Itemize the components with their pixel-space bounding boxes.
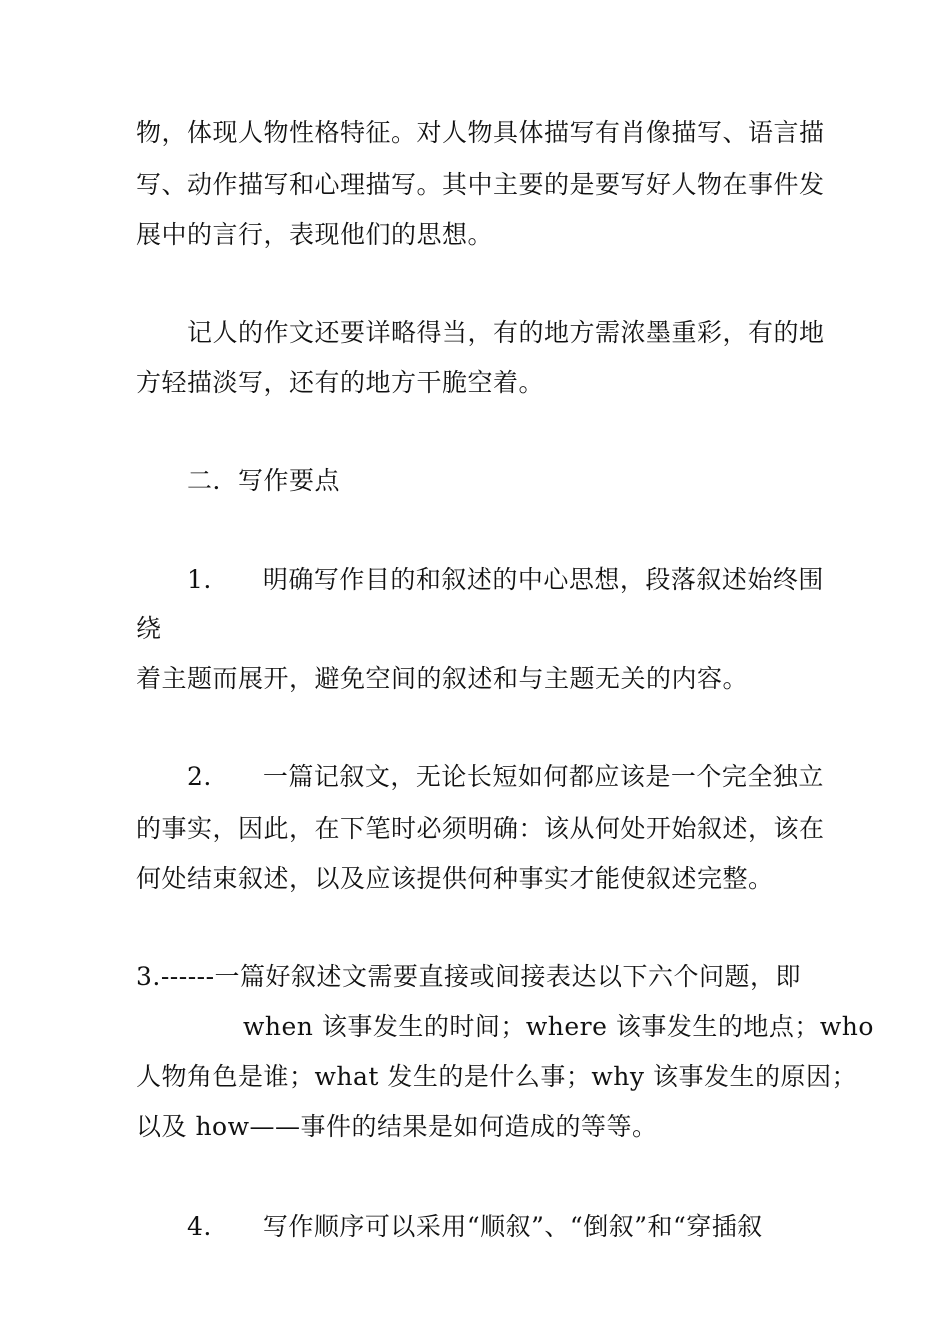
paragraph-2-line-2: 方轻描淡写，还有的地方干脆空着。 [136, 368, 545, 397]
point-3-line-3: 人物角色是谁；what 发生的是什么事；why 该事发生的原因； [136, 1062, 857, 1091]
point-2-line-2: 的事实，因此，在下笔时必须明确：该从何处开始叙述，该在 [136, 814, 825, 843]
point-3-line-4: 以及 how——事件的结果是如何造成的等等。 [136, 1112, 658, 1141]
section-heading: 二．写作要点 [187, 466, 341, 495]
point-1-line-1: 1. 明确写作目的和叙述的中心思想，段落叙述始终围 [187, 565, 824, 594]
point-1-line-2: 绕 [136, 614, 162, 643]
paragraph-1-line-1: 物，体现人物性格特征。对人物具体描写有肖像描写、语言描 [136, 118, 825, 147]
point-2-line-3: 何处结束叙述，以及应该提供何种事实才能使叙述完整。 [136, 864, 774, 893]
point-3-line-2: when 该事发生的时间；where 该事发生的地点；who [243, 1012, 874, 1041]
paragraph-2-line-1: 记人的作文还要详略得当，有的地方需浓墨重彩，有的地 [187, 318, 825, 347]
point-1-line-3: 着主题而展开，避免空间的叙述和与主题无关的内容。 [136, 664, 749, 693]
paragraph-1-line-3: 展中的言行，表现他们的思想。 [136, 220, 494, 249]
paragraph-1-line-2: 写、动作描写和心理描写。其中主要的是要写好人物在事件发 [136, 170, 825, 199]
point-4-line-1: 4. 写作顺序可以采用“顺叙”、“倒叙”和“穿插叙 [187, 1212, 763, 1241]
point-2-line-1: 2. 一篇记叙文，无论长短如何都应该是一个完全独立 [187, 762, 824, 791]
point-3-line-1: 3.------一篇好叙述文需要直接或间接表达以下六个问题，即 [136, 962, 802, 991]
